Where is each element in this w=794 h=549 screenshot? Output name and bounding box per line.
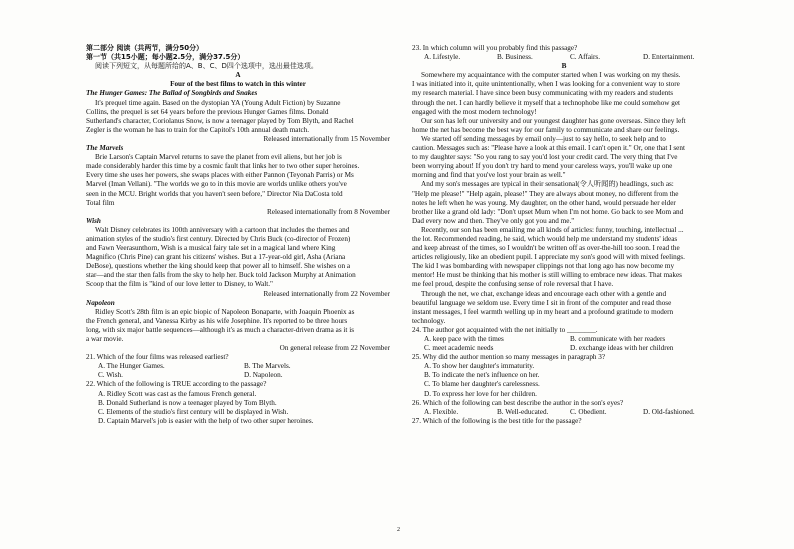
passage-b-line: caution. Messages such as: "Please have a look at this email. I can't open it." Or, one that I sent <box>412 144 685 153</box>
passage-b-line: We started off sending messages by email only—just to say hello, to seek help and to <box>421 134 666 143</box>
passage-b-line: and keep abreast of the times, so I wouldn't be written off as over-the-hill too soon. I read the <box>412 244 680 253</box>
passage-b-line: Recently, our son has been emailing me all kinds of articles: funny, touching, intellectual ... <box>421 225 684 234</box>
film-text-line: seen in the MCU. Bright worlds that you haven't seen before," Director Nia DaCosta told <box>86 189 343 198</box>
film-release: Released internationally from 22 November <box>263 289 390 298</box>
film-list <box>86 89 390 353</box>
film-release: Released internationally from 8 November <box>267 207 390 216</box>
right-column <box>412 44 716 426</box>
passage-b-line: beautiful language we seldom use. Every time I sit in front of the computer and read those <box>412 298 672 307</box>
question-stem: 22. Which of the following is TRUE according to the passage? <box>86 380 267 389</box>
option[interactable]: D. Napoleon. <box>244 371 283 380</box>
passage-b-line: instant messages, I feel warmth welling up in my heart and a profound gratitude to modern <box>412 307 674 316</box>
film-text-line: Sutherland's character, Coriolanus Snow, is now a teenager played by Tom Blyth, and Rachel <box>86 116 354 125</box>
passage-letter-b: B <box>561 62 567 71</box>
film-text-line: Collins, the prequel is set 64 years before the previous Hunger Games films. Donald <box>86 107 329 116</box>
passage-letter: A <box>235 71 241 80</box>
film-text-line: made considerably harder this time by a cosmic fault that links her to two other super heroines. <box>86 162 360 171</box>
passage-b-line: I was initiated into it, quite unintentionally, when I was looking for a convenient way to store <box>412 80 680 89</box>
film-name: Wish <box>86 216 101 225</box>
option[interactable]: A. keep pace with the times <box>424 335 504 343</box>
option[interactable]: B. Business. <box>497 53 533 62</box>
film-text-line: Scoop that the film is "kind of our love letter to Disney, to Walt." <box>86 280 273 289</box>
question-stem: 24. The author got acquainted with the net initially to ________. <box>412 325 598 334</box>
question-stem: 25. Why did the author mention so many messages in paragraph 3? <box>412 353 606 362</box>
question-list-right <box>412 326 716 426</box>
option-row <box>86 371 390 380</box>
film-text-line: Zegler is the woman he has to train for the Capitol's 10th annual death match. <box>86 125 310 134</box>
question-23-options <box>412 53 716 62</box>
option[interactable]: B. Well-educated. <box>497 407 549 416</box>
option[interactable]: C. Affairs. <box>570 53 601 62</box>
film-text-line: Every time she uses her powers, she swaps places with either Pannon (Teyonah Parris) or Ms <box>86 171 354 180</box>
option[interactable]: B. communicate with her readers <box>570 335 666 343</box>
film-text-line: Brie Larson's Captain Marvel returns to save the planet from evil aliens, but her job is <box>95 153 342 162</box>
passage-b-line: to my daughter says: "So you rang to say you'd lost your credit card. The very thing that I've <box>412 153 678 162</box>
film-name: Napoleon <box>86 298 115 307</box>
film-name: The Hunger Games: The Ballad of Songbirds and Snakes <box>86 89 258 98</box>
option[interactable]: B. The Marvels. <box>244 362 291 371</box>
question-23-stem: 23. In which column will you probably find this passage? <box>412 44 578 52</box>
option[interactable]: A. Ridley Scott was cast as the famous French general. <box>98 389 257 398</box>
film-text-line: It's prequel time again. Based on the dystopian YA (Young Adult Fiction) by Suzanne <box>95 98 341 107</box>
option[interactable]: C. meet academic needs <box>424 344 494 353</box>
passage-b-line: been worrying about! If you don't try hard to mend your careless ways, you'll wake up one <box>412 162 673 171</box>
option[interactable]: A. Flexible. <box>424 407 459 416</box>
left-column <box>86 44 390 426</box>
passage-b-line: technology. <box>412 316 446 325</box>
passage-b-line: through the net. I can hardly believe it myself that a technophobe like me could somehow get <box>412 98 681 107</box>
film-text-line: DeBose), questions whether the king should keep that power all to himself. She wishes on a <box>86 262 351 271</box>
option[interactable]: C. To blame her daughter's carelessness. <box>424 380 540 389</box>
passage-b-line: notes he left when he was young. My daughter, on the other hand, would persuade her elder <box>412 198 676 207</box>
film-text-line: Magnifico (Chris Pine) can grant his citizens' wishes. But a 17-year-old girl, Asha (Ariana <box>86 253 346 262</box>
option[interactable]: C. Wish. <box>98 371 123 380</box>
passage-b-line: articles religiously, like an obedient pupil. I appreciate my son's good will with mixed feelings. <box>412 253 685 262</box>
film-release: On general release from 22 November <box>279 344 390 353</box>
part-heading: 第二部分 阅读（共两节，满分50分） <box>86 44 204 52</box>
option[interactable]: C. Elements of the studio's first century will be displayed in Wish. <box>98 407 289 416</box>
question-stem: 21. Which of the four films was released earliest? <box>86 353 229 362</box>
option[interactable]: D. Entertainment. <box>643 53 695 62</box>
passage-title: Four of the best films to watch in this winter <box>170 80 306 89</box>
page-number: 2 <box>397 527 400 533</box>
passage-b-line: home the net has become the best way for our family to communicate and share our feelings. <box>412 125 680 134</box>
film-text-line: Total film <box>86 198 115 207</box>
option-row <box>412 408 716 417</box>
film-release: Released internationally from 15 November <box>263 134 390 143</box>
option-row <box>86 362 390 371</box>
film-text-line: long, with six major battle sequences—although it's as much a character-driven drama as it is <box>86 325 355 334</box>
film-text-line: animation styles of the studio's first century. Directed by Chris Buck (co-director of Frozen) <box>86 234 351 243</box>
option[interactable]: D. Captain Marvel's job is easier with the help of two other super heroines. <box>98 416 314 425</box>
option[interactable]: A. To show her daughter's immaturity. <box>424 362 535 371</box>
film-text-line: star—and the star then falls from the sky to help her. Buck told Jackson Murphy at Animation <box>86 271 356 280</box>
question-list-left <box>86 353 390 426</box>
passage-b-line: Somewhere my acquaintance with the computer started when I was working on my thesis. <box>421 71 681 80</box>
section-heading: 第一节（共15小题；每小题2.5分，满分37.5分） <box>86 53 245 62</box>
passage-b-line: my research material. I have since been busy communicating with my readers and students <box>412 89 674 98</box>
passage-b-line: Through the net, we chat, exchange ideas and encourage each other with a gentle and <box>421 289 667 298</box>
film-text-line: and Fawn Veerasunthorn, Wish is a musical fairy tale set in a magical land where King <box>86 244 336 253</box>
film-text-line: Marvel (Iman Vellani). "The worlds we go to in this movie are worlds unlike others you've <box>86 180 347 189</box>
passage-b-line: "Help me please!" "Help again, please!" They are always about money, no different from the <box>412 189 679 198</box>
passage-b-line: mentor! He must be thinking that his mother is still willing to embrace new ideas. That makes <box>412 271 682 280</box>
question-stem: 27. Which of the following is the best title for the passage? <box>412 416 582 425</box>
option[interactable]: A. Lifestyle. <box>424 53 461 62</box>
passage-b-line: And my son's messages are typical in their sensational(令人听闻的) headlings, such as: <box>421 180 674 189</box>
option[interactable]: C. Obedient. <box>570 407 607 416</box>
passage-b-line: engaged with the most modern technology! <box>412 107 537 116</box>
film-text-line: Walt Disney celebrates its 100th anniversary with a cartoon that includes the themes and <box>95 225 350 234</box>
option[interactable]: D. exchange ideas with her children <box>570 344 674 353</box>
film-text-line: Ridley Scott's 28th film is an epic biopic of Napoleon Bonaparte, with Joaquin Phoenix as <box>95 307 355 316</box>
option-row <box>412 344 716 353</box>
passage-b-line: brother like a grand old lady: "Don't upset Mum when I'm not home. Go back to see Mom and <box>412 207 684 216</box>
film-text-line: a war movie. <box>86 335 124 343</box>
question-stem: 26. Which of the following can best describe the author in the son's eyes? <box>412 398 624 407</box>
passage-b-line: the lot. Recommended reading, he said, which would help me understand my students' ideas <box>412 234 678 243</box>
film-name: The Marvels <box>86 144 124 153</box>
passage-b-line: Dad every now and then. They've only got you and me." <box>412 216 575 225</box>
passage-b-body <box>412 71 716 326</box>
passage-b-line: morning and find that you've lost your brain as well." <box>412 171 566 180</box>
option-row <box>412 335 716 344</box>
option[interactable]: B. To indicate the net's influence on her. <box>424 371 540 380</box>
passage-b-line: me feel proud, despite the confusing sense of role reversal that I have. <box>412 280 614 289</box>
passage-b-line: Our son has left our university and our youngest daughter has gone overseas. Since they left <box>421 116 686 125</box>
option[interactable]: B. Donald Sutherland is now a teenager played by Tom Blyth. <box>98 398 277 407</box>
option[interactable]: D. Old-fashioned. <box>643 407 695 416</box>
option[interactable]: D. To express her love for her children. <box>424 389 537 398</box>
option[interactable]: A. The Hunger Games. <box>98 362 165 371</box>
passage-b-line: The kid I was bombarding with newspaper clippings not that long ago has now become my <box>412 262 675 271</box>
film-text-line: the French general, and Vanessa Kirby as his wife Josephine. It's reported to be three hours <box>86 316 348 325</box>
instruction: 阅读下列短文，从每题所给的A、B、C、D四个选项中，选出最佳选项。 <box>95 62 318 71</box>
